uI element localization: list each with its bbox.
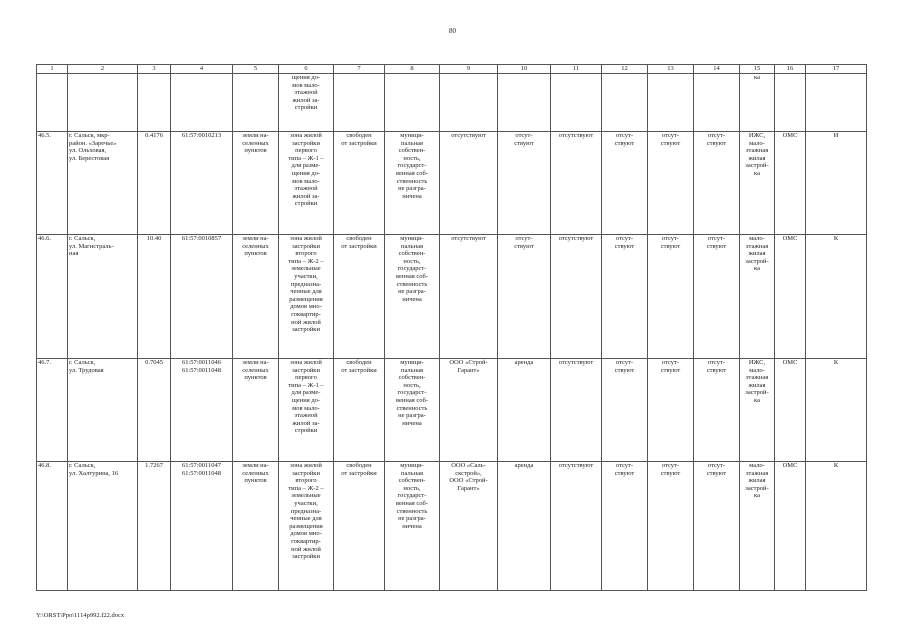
table-cell [37, 235, 68, 359]
table-row [37, 235, 867, 359]
cell-text: свободен от застройки [341, 359, 377, 374]
table-cell [138, 74, 171, 132]
table-cell [68, 74, 138, 132]
table-cell [171, 235, 233, 359]
cell-text: 0.4176 [145, 132, 163, 139]
table-cell [551, 359, 602, 462]
cell-text: отсут- ствуют [660, 235, 681, 250]
cell-text: ОМС [782, 359, 798, 366]
table-cell [602, 132, 648, 235]
table-cell [694, 359, 740, 462]
table-cell [551, 462, 602, 591]
table-cell [138, 359, 171, 462]
cell-text: ООО «Саль- скстрой», ООО «Строй- Гарант» [449, 462, 488, 492]
cell-text: отсутствуют [451, 235, 486, 242]
table-cell [602, 74, 648, 132]
table-cell [740, 235, 775, 359]
table-cell [233, 74, 279, 132]
cell-text: отсутствуют [558, 359, 594, 366]
cell-text: отсут- ствуют [614, 462, 635, 477]
cell-text: 46.7. [38, 359, 51, 366]
table-cell [279, 235, 334, 359]
cell-text: ООО «Строй- Гарант» [449, 359, 488, 374]
cell-text: 46.8. [38, 462, 51, 469]
column-number: 10 [498, 65, 551, 74]
table-cell [775, 235, 806, 359]
table-cell [334, 235, 385, 359]
cell-text: земли на- селенных пунктов [242, 462, 269, 485]
table-cell [440, 132, 498, 235]
cell-text: ОМС [782, 132, 798, 139]
table-cell [806, 235, 867, 359]
cell-text: щения до- мов мало- этажной жилой за- стройки [291, 74, 321, 112]
cell-text: г. Сальск, ул. Халтурина, 16 [69, 462, 119, 477]
table-cell [385, 462, 440, 591]
table-cell [138, 235, 171, 359]
cell-text: земли на- селенных пунктов [242, 132, 269, 155]
cell-text: ИЖС, мало- этажная жилая застрой- ка [745, 132, 769, 177]
table-cell [385, 235, 440, 359]
cell-text: аренда [514, 359, 534, 366]
cell-text: ИЖС, мало- этажная жилая застрой- ка [745, 359, 769, 404]
table-cell [385, 74, 440, 132]
cell-text: отсут- ствуют [614, 359, 635, 374]
table-cell [440, 235, 498, 359]
table-cell [68, 235, 138, 359]
table-row [37, 74, 867, 132]
cell-text: зона жилой застройки второго типа – Ж-2 – земельные участки, предназна- ченные для размещения домов мно- гоквартир- ной жилой застройки [288, 462, 324, 561]
cell-text: отсут- ствуют [514, 132, 534, 147]
table-cell [648, 235, 694, 359]
table-cell [648, 132, 694, 235]
cell-text: свободен от застройки [341, 132, 377, 147]
cell-text: отсут- ствуют [706, 235, 727, 250]
table-cell [138, 462, 171, 591]
table-cell [740, 74, 775, 132]
cell-text: отсут- ствуют [614, 132, 635, 147]
table-cell [37, 74, 68, 132]
cell-text: И [833, 132, 839, 139]
table-cell [279, 74, 334, 132]
column-number: 4 [171, 65, 233, 74]
table-cell [775, 132, 806, 235]
cell-text: 61:57:0011046 61:57:0011048 [181, 359, 222, 374]
table-row [37, 132, 867, 235]
cell-text: 10.40 [146, 235, 162, 242]
table-cell [498, 74, 551, 132]
cell-text: отсут- ствуют [660, 462, 681, 477]
column-number: 14 [694, 65, 740, 74]
table-cell [694, 132, 740, 235]
cell-text: земли на- селенных пунктов [242, 359, 269, 382]
table-cell [334, 359, 385, 462]
cell-text: муници- пальная собствен- ность, государст- венная соб- ственность не разгра- ничена [396, 235, 428, 303]
table-cell [385, 359, 440, 462]
column-number: 5 [233, 65, 279, 74]
cell-text: 0.7045 [145, 359, 163, 366]
page-number: 80 [449, 27, 456, 35]
cell-text: отсут- ствуют [706, 359, 727, 374]
table-cell [775, 359, 806, 462]
column-number: 3 [138, 65, 171, 74]
table-cell [233, 462, 279, 591]
table-cell [694, 462, 740, 591]
cell-text: 61:57:0010857 [181, 235, 222, 242]
column-number: 6 [279, 65, 334, 74]
cell-text: 61:57:0011047 61:57:0011048 [181, 462, 222, 477]
column-number: 12 [602, 65, 648, 74]
cell-text: отсут- ствуют [514, 235, 534, 250]
column-number: 8 [385, 65, 440, 74]
cell-text: отсут- ствуют [660, 132, 681, 147]
cell-text: мало- этажная жилая застрой- ка [745, 235, 769, 273]
cell-text: отсутствуют [558, 462, 594, 469]
header-row [37, 65, 867, 74]
table-cell [279, 132, 334, 235]
table-cell [694, 74, 740, 132]
column-number: 7 [334, 65, 385, 74]
table-cell [648, 359, 694, 462]
cell-text: отсут- ствуют [706, 462, 727, 477]
cell-text: муници- пальная собствен- ность, государст- венная соб- ственность не разгра- ничена [396, 462, 428, 530]
cell-text: г. Сальск, ул. Магистраль- ная [69, 235, 114, 258]
table-cell [551, 132, 602, 235]
cell-text: ка [754, 74, 760, 81]
table-cell [171, 132, 233, 235]
table-cell [279, 462, 334, 591]
column-number: 2 [68, 65, 138, 74]
cell-text: земли на- селенных пунктов [242, 235, 269, 258]
cell-text: отсутствуют [451, 132, 486, 139]
table-cell [171, 74, 233, 132]
table-cell [233, 132, 279, 235]
table-cell [233, 235, 279, 359]
table-cell [334, 462, 385, 591]
table-cell [37, 132, 68, 235]
table-cell [740, 359, 775, 462]
column-number: 9 [440, 65, 498, 74]
cell-text: свободен от застройки [341, 462, 377, 477]
column-number: 1 [37, 65, 68, 74]
table-cell [498, 235, 551, 359]
table-cell [279, 359, 334, 462]
cell-text: 61:57:0010213 [181, 132, 222, 139]
cell-text: зона жилой застройки первого типа – Ж-1 – для разме- щения до- мов мало- этажной жилой за- стройки [288, 359, 324, 435]
table-cell [498, 359, 551, 462]
table-cell [37, 462, 68, 591]
table-cell [68, 132, 138, 235]
cell-text: К [833, 235, 839, 242]
table-cell [385, 132, 440, 235]
table-cell [806, 359, 867, 462]
table-cell [648, 462, 694, 591]
cell-text: ОМС [782, 235, 798, 242]
cell-text: муници- пальная собствен- ность, государст- венная соб- ственность не разгра- ничена [396, 359, 428, 427]
cell-text: отсут- ствуют [706, 132, 727, 147]
table-cell [440, 462, 498, 591]
cell-text: мало- этажная жилая застрой- ка [745, 462, 769, 500]
cell-text: г. Сальск, мкр- район. «Заречье» ул. Ольховая, ул. Берестовая [69, 132, 117, 162]
cell-text: свободен от застройки [341, 235, 377, 250]
cell-text: ОМС [782, 462, 798, 469]
cell-text: К [833, 462, 839, 469]
cell-text: К [833, 359, 839, 366]
table-cell [775, 74, 806, 132]
land-plots-table [36, 64, 867, 591]
table-cell [775, 462, 806, 591]
table-cell [602, 359, 648, 462]
table-cell [68, 462, 138, 591]
cell-text: отсут- ствуют [660, 359, 681, 374]
table-cell [694, 235, 740, 359]
column-number: 11 [551, 65, 602, 74]
cell-text: 1.7267 [145, 462, 163, 469]
table-cell [334, 132, 385, 235]
cell-text: 46.6. [38, 235, 51, 242]
cell-text: отсутствуют [558, 132, 594, 139]
table-cell [806, 74, 867, 132]
table-cell [37, 359, 68, 462]
table-cell [602, 462, 648, 591]
cell-text: отсут- ствуют [614, 235, 635, 250]
cell-text: зона жилой застройки второго типа – Ж-2 – земельные участки, предназна- ченные для размещения домов мно- гоквартир- ной жилой застройки [288, 235, 324, 334]
table-cell [334, 74, 385, 132]
table-cell [740, 462, 775, 591]
cell-text: аренда [514, 462, 534, 469]
file-path-footer: Y:\ORST\Ppo\1114p992.f22.docx [36, 612, 125, 619]
table-cell [648, 74, 694, 132]
table-cell [551, 235, 602, 359]
table-cell [551, 74, 602, 132]
cell-text: отсутствуют [558, 235, 594, 242]
table-cell [233, 359, 279, 462]
table-cell [171, 359, 233, 462]
table-row [37, 462, 867, 591]
table-cell [171, 462, 233, 591]
column-number: 16 [775, 65, 806, 74]
table-cell [740, 132, 775, 235]
cell-text: зона жилой застройки первого типа – Ж-1 – для разме- щения до- мов мало- этажной жилой за- стройки [288, 132, 324, 208]
cell-text: муници- пальная собствен- ность, государст- венная соб- ственность не разгра- ничена [396, 132, 428, 200]
table-cell [806, 462, 867, 591]
table-cell [440, 359, 498, 462]
column-number: 13 [648, 65, 694, 74]
cell-text: 46.5. [38, 132, 51, 139]
table-cell [68, 359, 138, 462]
column-number: 15 [740, 65, 775, 74]
column-number: 17 [806, 65, 867, 74]
table-cell [498, 462, 551, 591]
table-cell [138, 132, 171, 235]
cell-text: г. Сальск, ул. Трудовая [69, 359, 104, 374]
table-cell [602, 235, 648, 359]
table-cell [440, 74, 498, 132]
table-row [37, 359, 867, 462]
table-cell [498, 132, 551, 235]
table-cell [806, 132, 867, 235]
